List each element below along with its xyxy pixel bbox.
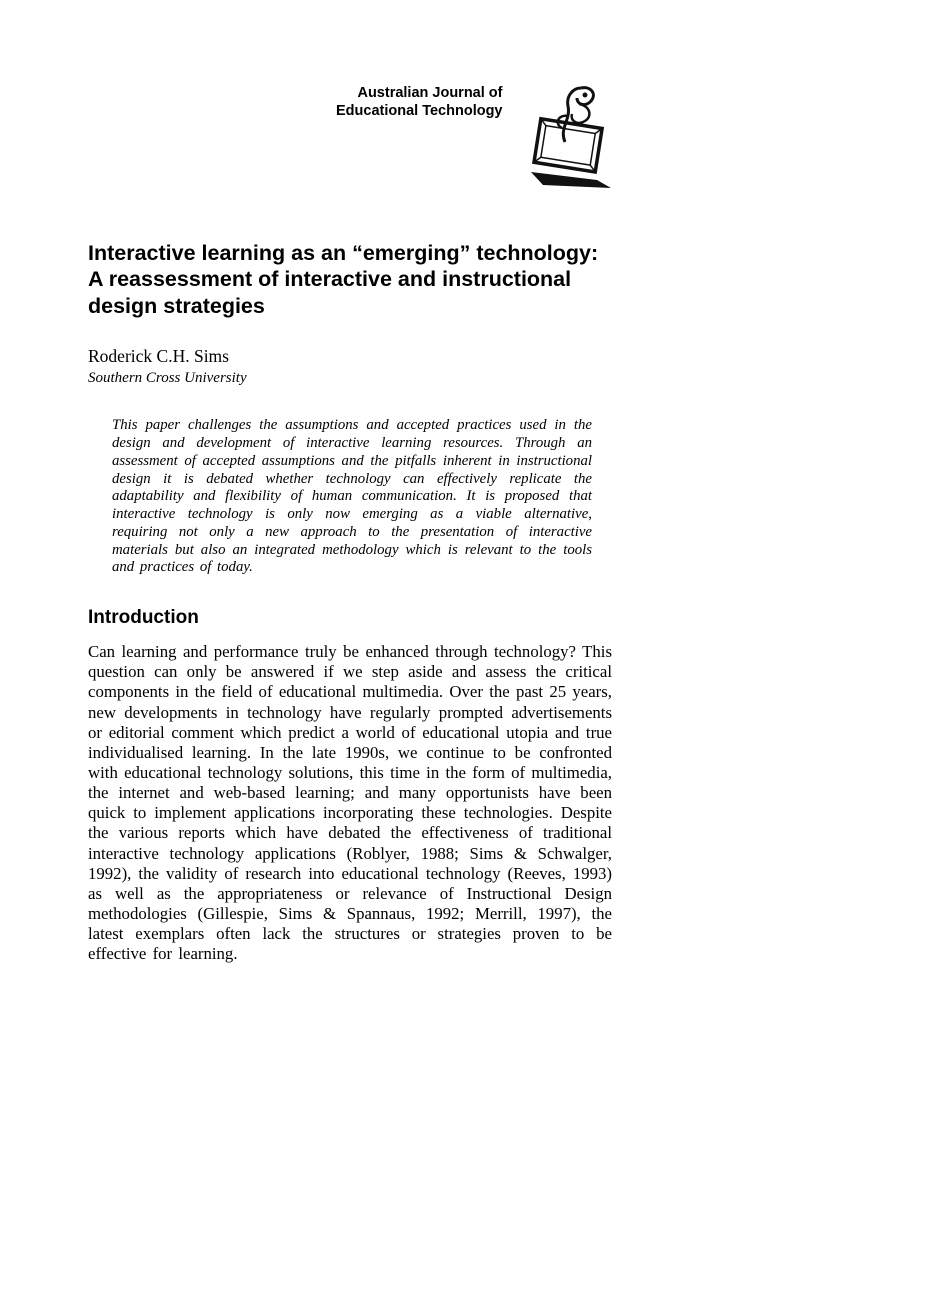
journal-name-line1: Australian Journal of bbox=[357, 85, 503, 101]
journal-name-line2: Educational Technology bbox=[336, 103, 503, 120]
author-affiliation: Southern Cross University bbox=[88, 370, 247, 387]
journal-name bbox=[336, 76, 503, 120]
ajet-logo-icon bbox=[521, 76, 623, 190]
paragraph-introduction-1: Can learning and performance truly be enhanced through technology? This question can only be answered if we step aside and assess the critical components in the field of educational multimedia. Over the past 25 years, new developments in technology have regularly prompted advertisements or editorial comment which predict a world of educational utopia and true individualised learning. In the late 1990s, we continue to be confronted with educational technology solutions, this time in the form of multimedia, the internet and web-based learning; and many opportunists have been quick to implement applications incorporating these technologies. Despite the various reports which have debated the effectiveness of traditional interactive technology applications (Roblyer, 1988; Sims & Schwalger, 1992), the validity of research into educational technology (Reeves, 1993) as well as the appropriateness or relevance of Instructional Design methodologies (Gillespie, Sims & Spannaus, 1992; Merrill, 1997), the latest exemplars often lack the structures or strategies proven to be effective for learning. bbox=[88, 642, 612, 964]
journal-header bbox=[0, 0, 925, 190]
author-name: Roderick C.H. Sims bbox=[88, 346, 229, 367]
article-title: Interactive learning as an “emerging” technology: A reassessment of interactive and instructional design strategies bbox=[88, 241, 599, 318]
article bbox=[88, 240, 612, 965]
abstract: This paper challenges the assumptions and accepted practices used in the design and development of interactive learning resources. Through an assessment of accepted assumptions and the pitfalls inherent in instructional design it is debated whether technology can effectively replicate the adaptability and flexibility of human communication. It is proposed that interactive technology is only now emerging as a viable alternative, requiring not only a new approach to the presentation of interactive materials but also an integrated methodology which is relevant to the tools and practices of today. bbox=[112, 417, 592, 576]
section-heading-introduction: Introduction bbox=[88, 607, 199, 629]
